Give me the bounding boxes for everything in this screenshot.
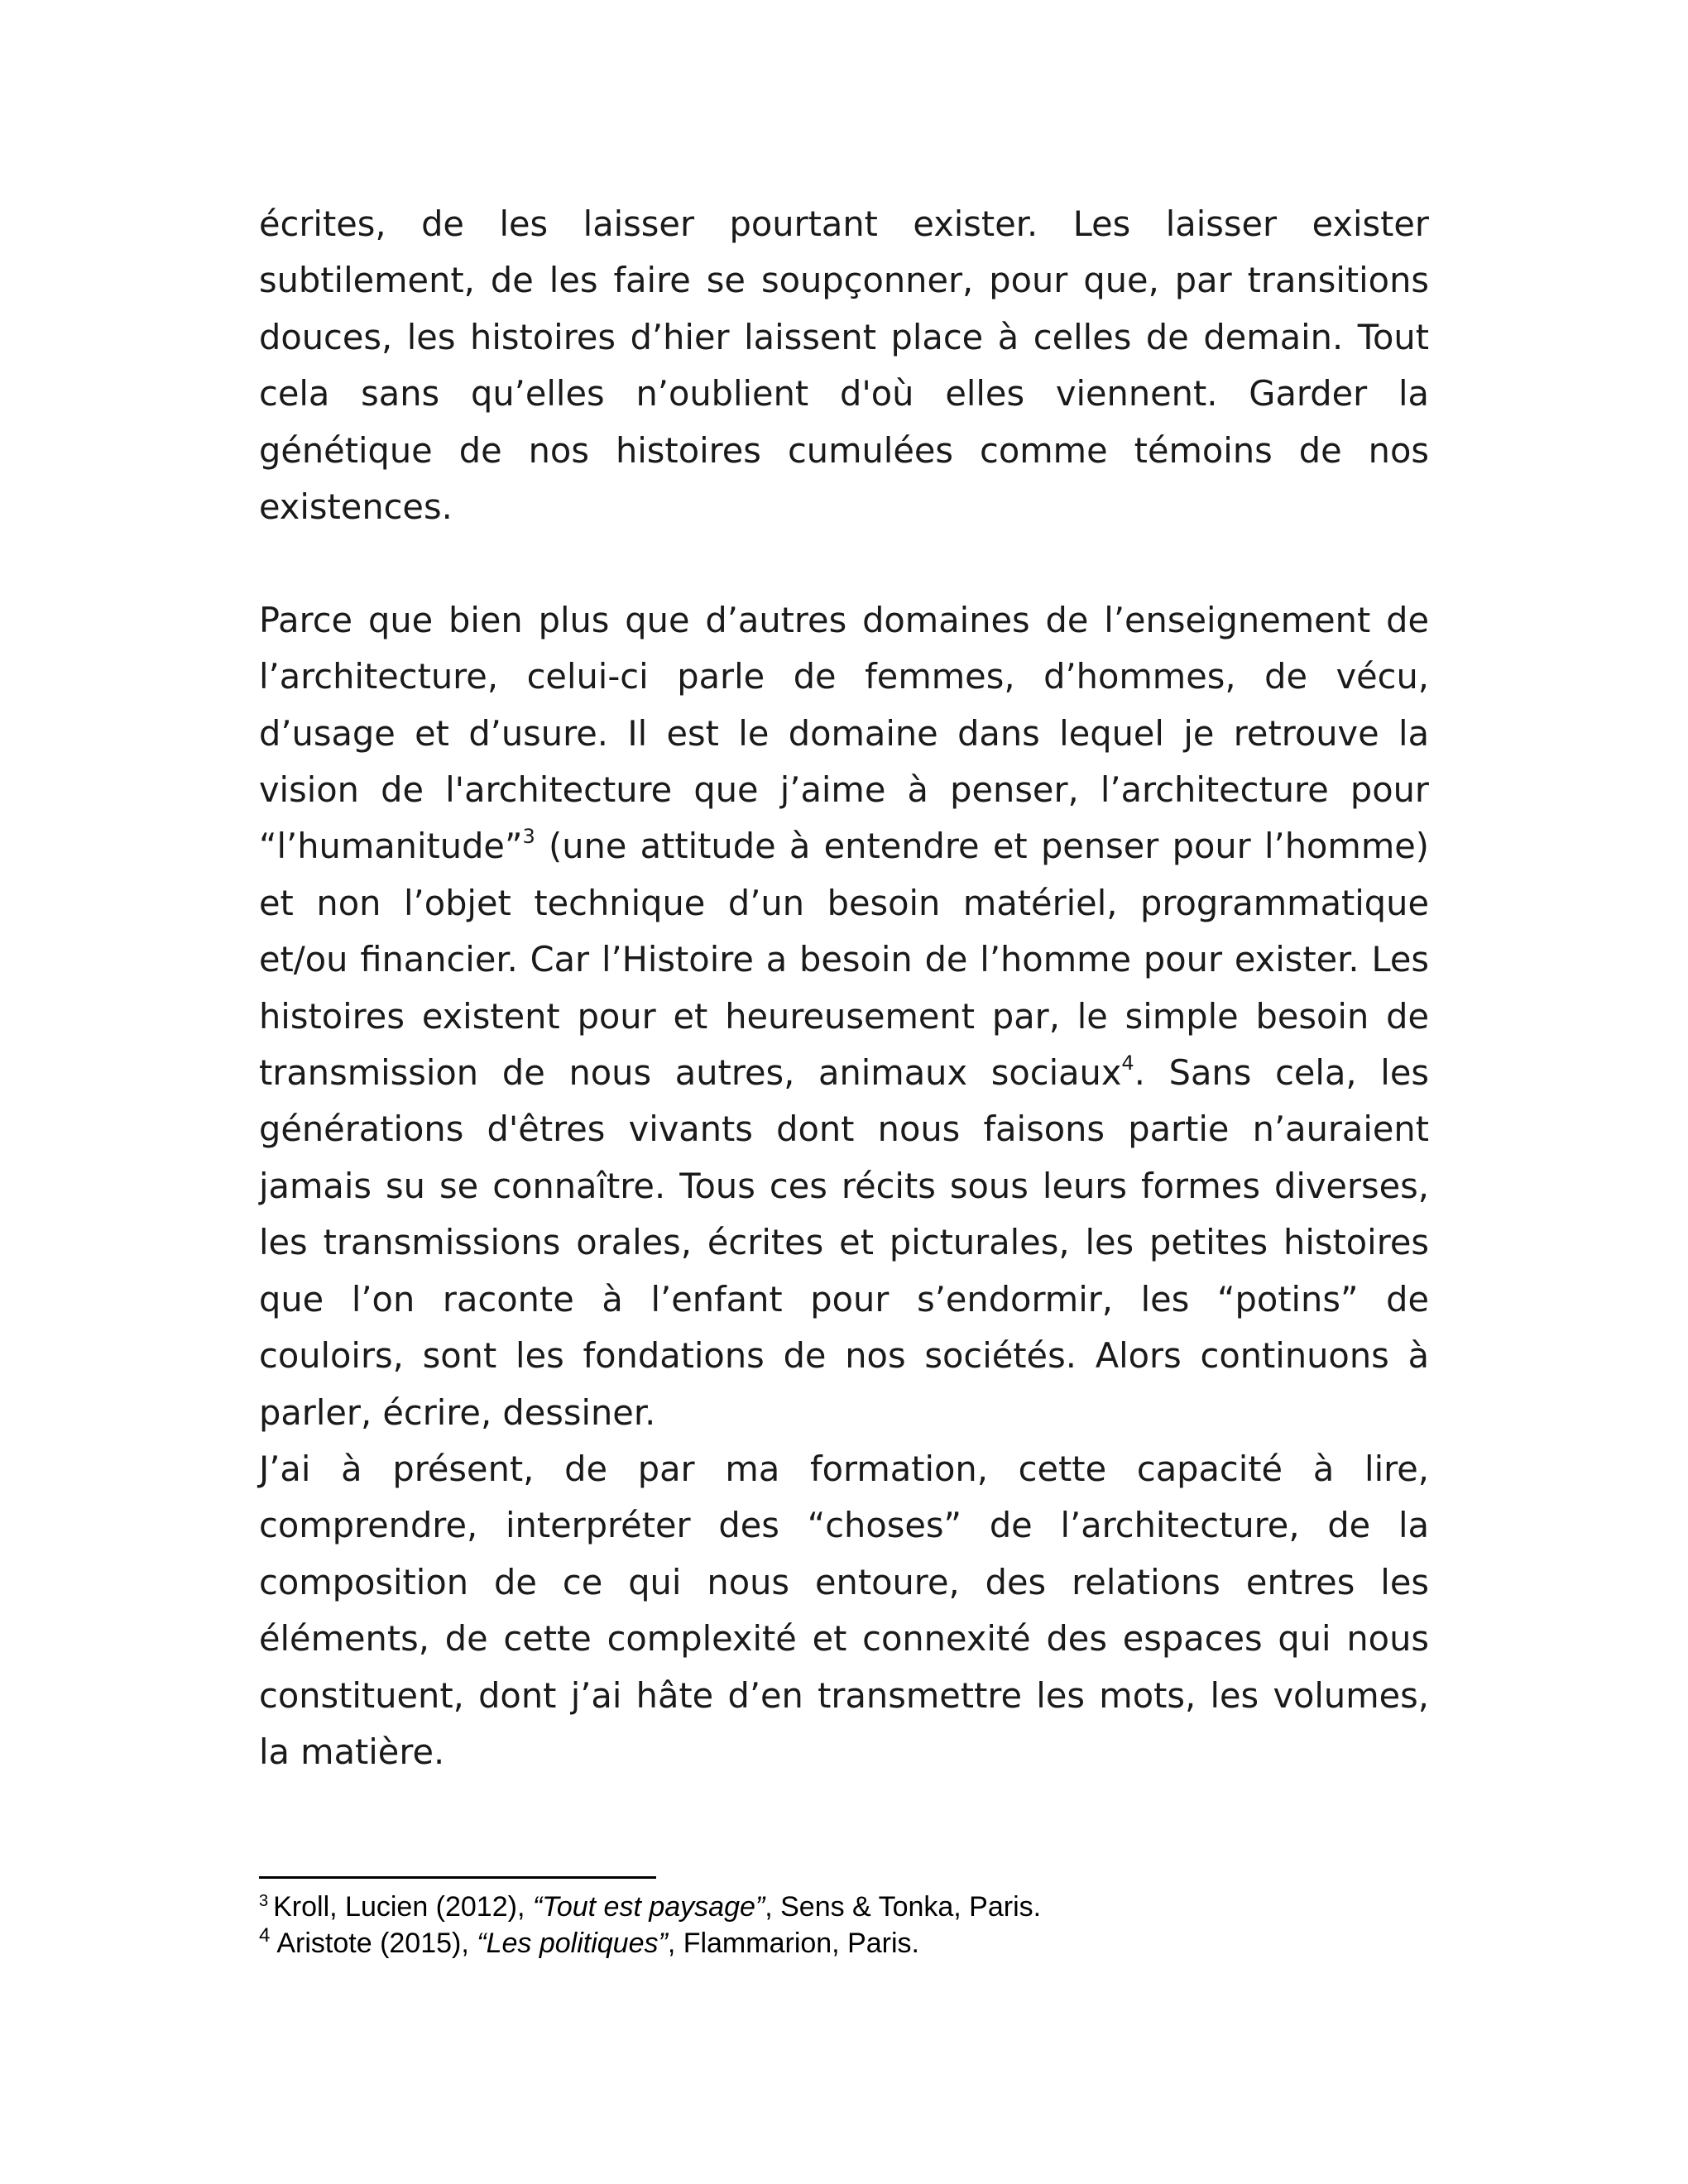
paragraph-2-part-c: . Sans cela, les générations d'êtres vivants dont nous faisons partie n’auraient jamais su se connaître. Tous ces récits sous leurs formes diverses, les transmissions orales, écrites et picturales, les petites histoires que l’on raconte à l’enfant pour s’endormir, les “potins” de couloirs, sont les fondations de nos sociétés. Alors continuons à parler, écrire, dessiner. [259, 1052, 1429, 1433]
footnote-publisher: , Flammarion, Paris. [667, 1928, 919, 1959]
footnote-publisher: , Sens & Tonka, Paris. [765, 1891, 1042, 1923]
paragraph-2 [259, 592, 1429, 1441]
paragraph-1: écrites, de les laisser pourtant exister. Les laisser exister subtilement, de les faire se soupçonner, pour que, par transitions douces, les histoires d’hier laissent place à celles de demain. Tout cela sans qu’elles n’oublient d'où elles viennent. Garder la génétique de nos histoires cumulées comme témoins de nos existences. [259, 204, 1429, 528]
footnote-3 [259, 1889, 1429, 1925]
footnote-author: Aristote (2015), [276, 1928, 477, 1959]
footnotes [259, 1889, 1429, 1961]
footnote-author: Kroll, Lucien (2012), [273, 1891, 533, 1923]
paragraph-2-part-a: Parce que bien plus que d’autres domaines de l’enseignement de l’architecture, celui-ci parle de femmes, d’hommes, de vécu, d’usage et d’usure. Il est le domaine dans lequel je retrouve la vision de l'architecture que j’aime à penser, l’architecture pour “l’humanitude” [259, 599, 1429, 867]
footnote-ref-4[interactable]: 4 [1121, 1051, 1134, 1075]
footnote-title: “Les politiques” [477, 1928, 668, 1959]
body-text [259, 196, 1429, 1780]
footnote-number: 4 [259, 1924, 271, 1947]
footnote-title: “Tout est paysage” [532, 1891, 765, 1923]
footnote-ref-3[interactable]: 3 [522, 825, 535, 849]
paragraph-2-part-b: (une attitude à entendre et penser pour l’homme) et non l’objet technique d’un besoin matériel, programmatique et/ou financier. Car l’Histoire a besoin de l’homme pour exister. Les histoires existent pour et heureusement par, le simple besoin de transmission de nous autres, animaux sociaux [259, 826, 1429, 1094]
footnote-4 [259, 1925, 1429, 1961]
footnote-separator [259, 1876, 656, 1879]
footnote-number: 3 [259, 1892, 269, 1910]
paragraph-3: J’ai à présent, de par ma formation, cette capacité à lire, comprendre, interpréter des “choses” de l’architecture, de la composition de ce qui nous entoure, des relations entres les éléments, de cette complexité et connexité des espaces qui nous constituent, dont j’ai hâte d’en transmettre les mots, les volumes, la matière. [259, 1448, 1429, 1772]
